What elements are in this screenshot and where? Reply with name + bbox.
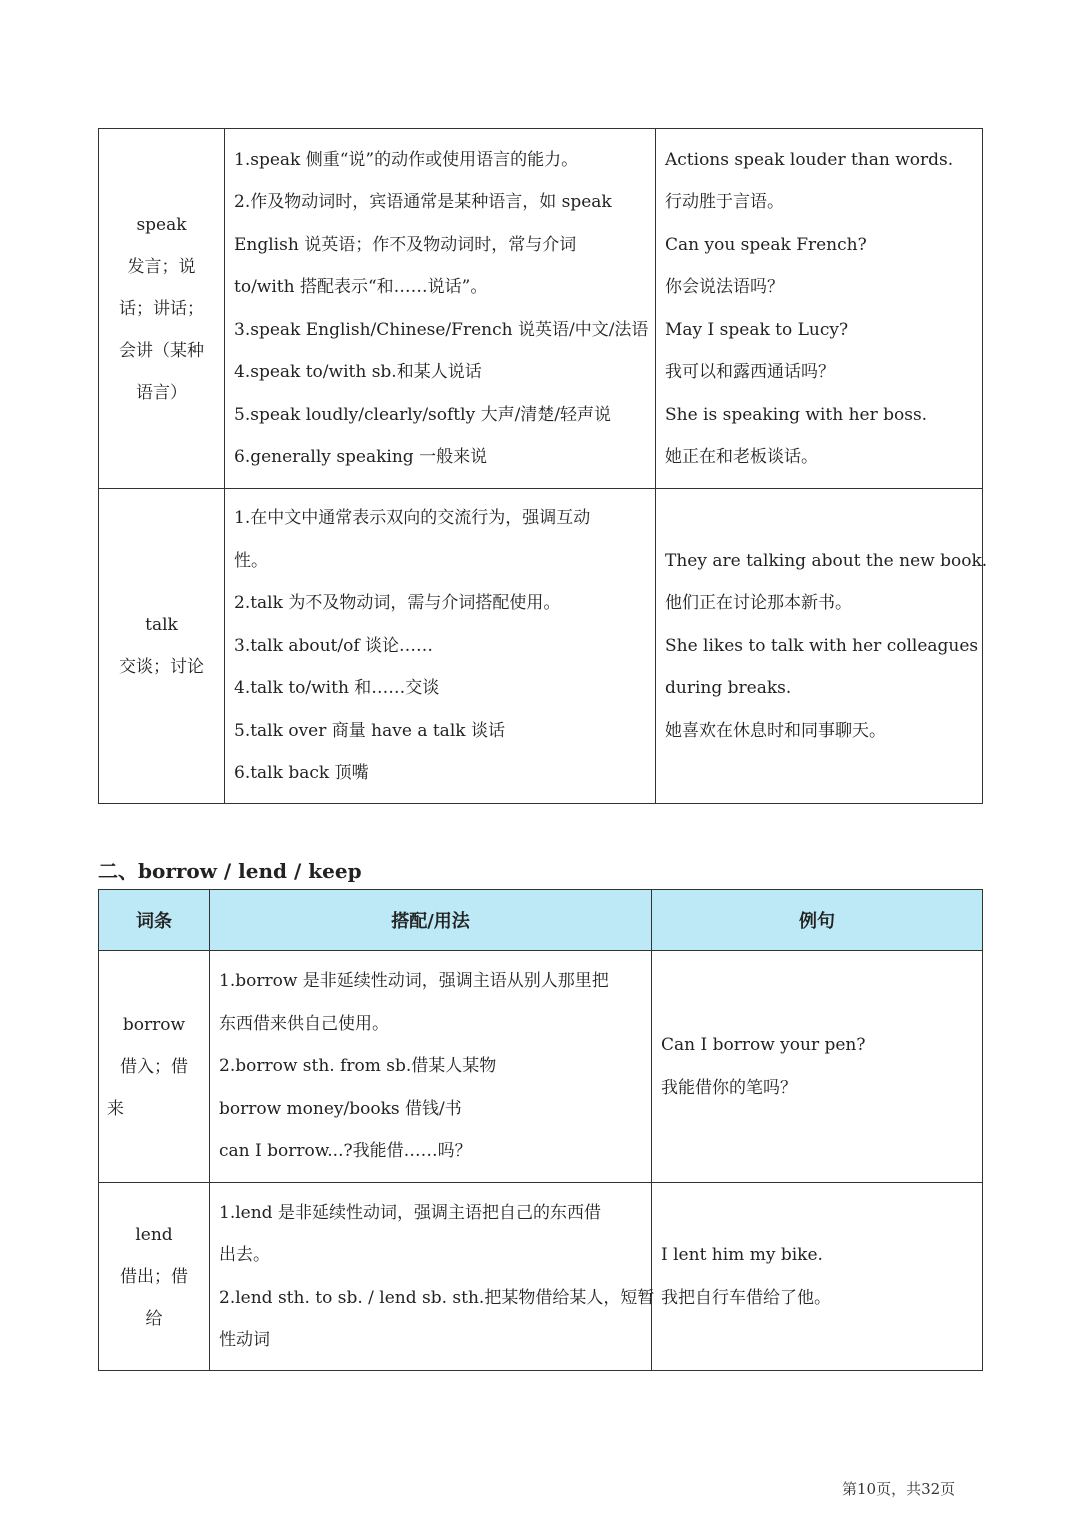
usage-line: 1.lend 是非延续性动词，强调主语把自己的东西借 (219, 1202, 601, 1223)
example-line: 行动胜于言语。 (665, 192, 784, 212)
usage-cell-lend (210, 1183, 655, 1371)
usage-cell-talk (225, 489, 656, 804)
example-line: She likes to talk with her colleagues (665, 635, 979, 656)
entry-cell-lend (99, 1183, 210, 1371)
table-row (99, 129, 983, 489)
table-row (99, 489, 983, 804)
usage-cell-speak (225, 129, 656, 489)
example-line: She is speaking with her boss. (665, 404, 928, 425)
example-line: 你会说法语吗？ (665, 277, 784, 297)
example-line: I lent him my bike. (661, 1245, 823, 1265)
column-header-example: 例句 (652, 890, 983, 951)
usage-line: 1.在中文中通常表示双向的交流行为，强调互动 (234, 508, 591, 529)
example-line: 她喜欢在休息时和同事聊天。 (665, 720, 886, 741)
entry-cell-borrow (99, 951, 210, 1183)
entry-line: 话；讲话； (119, 298, 204, 319)
column-header-usage: 搭配/用法 (210, 890, 652, 951)
table-row (99, 951, 983, 1183)
usage-line: 3.speak English/Chinese/French 说英语/中文/法语 (234, 319, 649, 340)
example-cell-talk (656, 489, 988, 804)
example-cell-speak (656, 129, 983, 489)
example-line: Actions speak louder than words. (665, 149, 954, 170)
usage-line: 6.generally speaking 一般来说 (234, 447, 488, 467)
table-header-row (99, 890, 983, 951)
example-line: Can you speak French? (665, 234, 867, 255)
usage-line: 4.talk to/with 和……交谈 (234, 678, 440, 699)
example-cell-lend (652, 1183, 983, 1371)
section-title: 二、borrow / lend / keep (98, 859, 362, 883)
usage-cell-borrow (210, 951, 652, 1183)
entry-line: 借出；借 (120, 1266, 188, 1287)
entry-line: 来 (107, 1098, 124, 1119)
usage-line: 2.borrow sth. from sb.借某人某物 (219, 1056, 497, 1077)
example-line: 他们正在讨论那本新书。 (665, 593, 852, 614)
entry-line: talk (145, 615, 178, 635)
example-line: 我把自行车借给了他。 (661, 1287, 831, 1308)
entry-line: lend (135, 1224, 173, 1245)
example-cell-borrow (652, 951, 983, 1183)
example-line: during breaks. (665, 678, 792, 699)
entry-line: 发言；说 (127, 256, 196, 277)
usage-line: 性动词 (219, 1330, 270, 1350)
usage-line: 性。 (234, 550, 268, 571)
entry-line: 语言） (136, 382, 187, 403)
usage-line: 5.talk over 商量 have a talk 谈话 (234, 720, 505, 741)
entry-cell-speak (99, 129, 225, 489)
usage-line: 1.borrow 是非延续性动词，强调主语从别人那里把 (219, 971, 609, 992)
page-number: 第10页，共32页 (842, 1480, 956, 1498)
entry-line: 给 (145, 1308, 163, 1329)
usage-line: 东西借来供自己使用。 (219, 1013, 389, 1034)
vocab-table-speak-talk (98, 128, 988, 804)
table-row (99, 1183, 983, 1371)
entry-cell-talk (99, 489, 225, 804)
usage-line: 4.speak to/with sb.和某人说话 (234, 362, 482, 382)
usage-line: 出去。 (219, 1245, 270, 1265)
example-line: May I speak to Lucy? (665, 319, 849, 340)
example-line: 我可以和露西通话吗？ (665, 362, 835, 382)
example-line: 她正在和老板谈话。 (665, 447, 818, 467)
example-line: Can I borrow your pen? (661, 1035, 866, 1055)
usage-line: to/with 搭配表示“和……说话”。 (234, 277, 488, 297)
example-line: 我能借你的笔吗？ (661, 1077, 797, 1098)
usage-line: 1.speak 侧重“说”的动作或使用语言的能力。 (234, 149, 579, 170)
entry-line: 交谈；讨论 (119, 657, 204, 677)
entry-line: 借入；借 (120, 1056, 188, 1077)
usage-line: can I borrow...?我能借……吗？ (219, 1141, 472, 1162)
usage-line: 2.talk 为不及物动词，需与介词搭配使用。 (234, 593, 561, 614)
usage-line: English 说英语；作不及物动词时，常与介词 (234, 234, 577, 255)
usage-line: 3.talk about/of 谈论…… (234, 635, 434, 656)
column-header-entry: 词条 (99, 890, 210, 951)
usage-line: 5.speak loudly/clearly/softly 大声/清楚/轻声说 (234, 404, 612, 425)
example-line: They are talking about the new book. (665, 550, 988, 571)
entry-line: borrow (122, 1014, 186, 1035)
vocab-table-borrow-lend (98, 889, 983, 1371)
usage-line: 2.lend sth. to sb. / lend sb. sth.把某物借给某人，短暂 (219, 1287, 655, 1308)
usage-line: borrow money/books 借钱/书 (219, 1098, 462, 1119)
entry-line: speak (136, 214, 187, 235)
usage-line: 6.talk back 顶嘴 (234, 763, 369, 784)
entry-line: 会讲（某种 (119, 340, 204, 361)
usage-line: 2.作及物动词时，宾语通常是某种语言，如 speak (234, 192, 612, 212)
